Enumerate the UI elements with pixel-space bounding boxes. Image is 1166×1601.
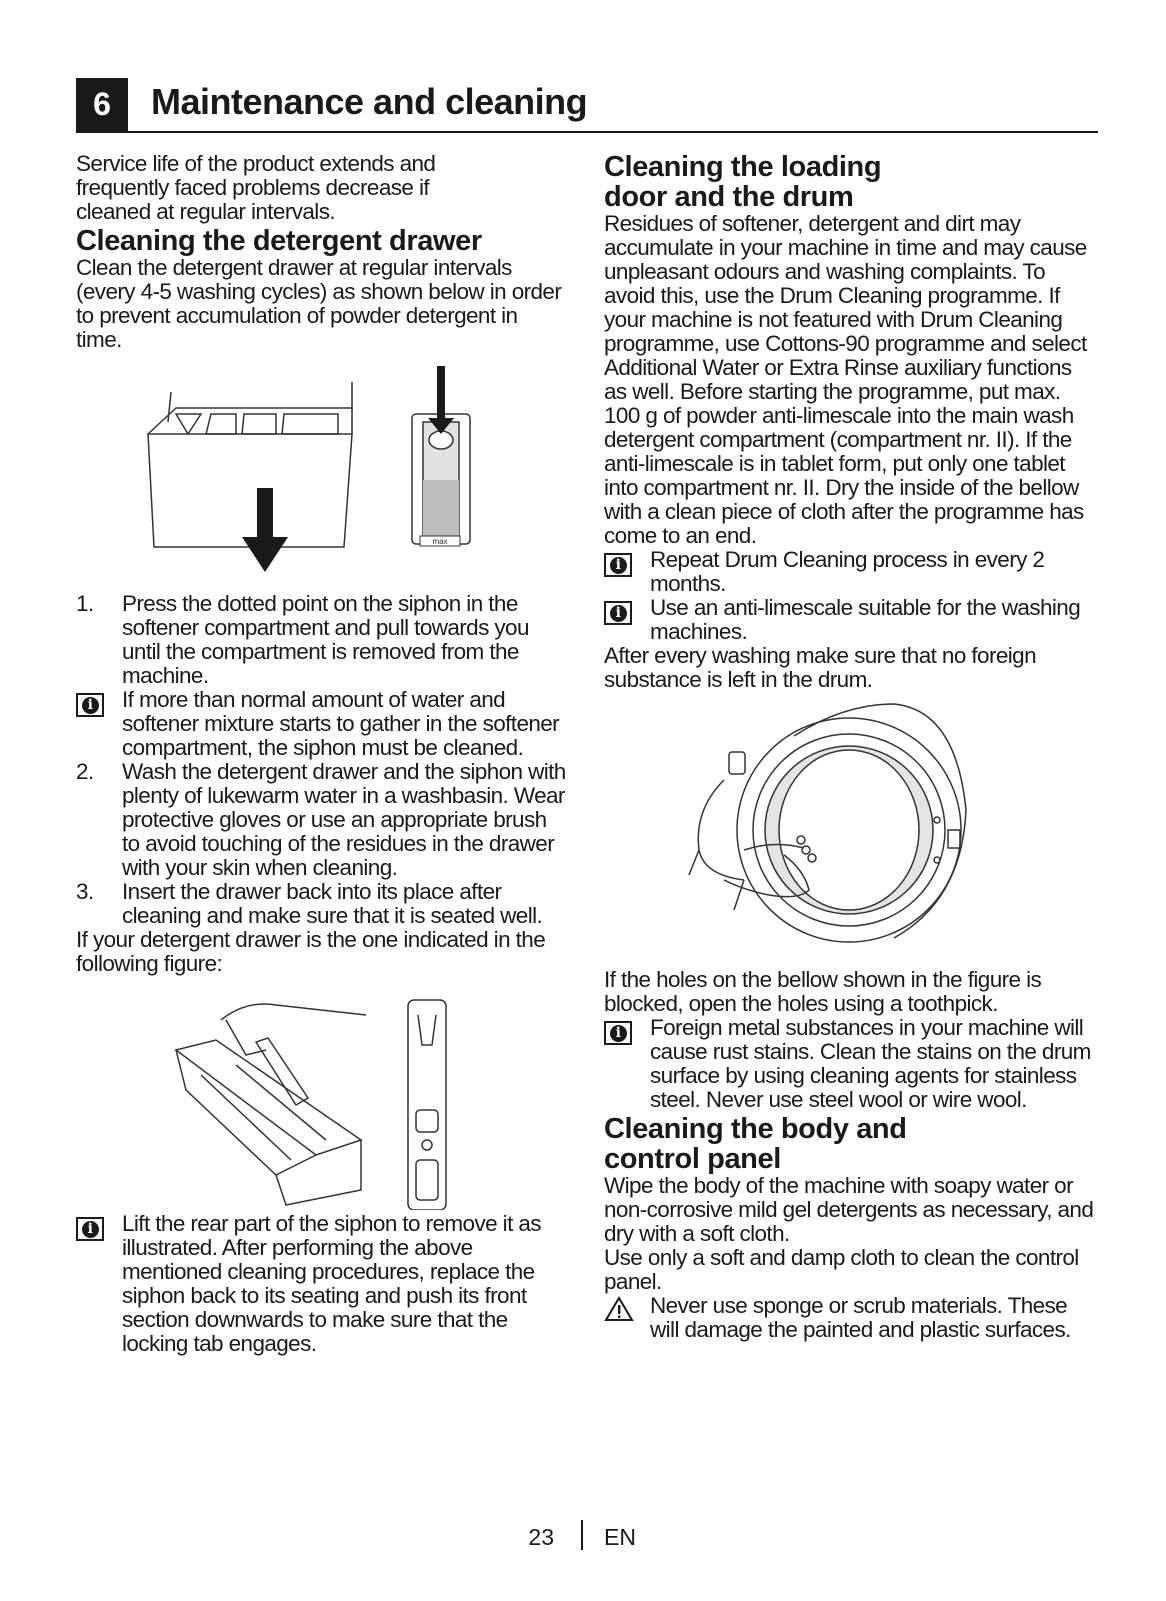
language-code: EN [604, 1524, 636, 1550]
info-note-repeat-text: Repeat Drum Cleaning process in every 2 months. [650, 547, 1045, 596]
info-icon: i [76, 693, 104, 717]
drum-bellow-figure [604, 700, 1098, 960]
step-1-text: Press the dotted point on the siphon in the softener compartment and pull towards you until the compartment is removed from the machine. [122, 591, 529, 688]
warning-note-sponge-text: Never use sponge or scrub materials. These will damage the painted and plastic surfaces. [650, 1293, 1071, 1342]
detergent-drawer-text: Clean the detergent drawer at regular intervals (every 4-5 washing cycles) as shown below in order to prevent accumulation of powder detergent in time. [76, 255, 562, 352]
step-2-text: Wash the detergent drawer and the siphon with plenty of lukewarm water in a washbasin. Wear protective gloves or use an appropriate brush to avoid touching of the residues in the drawer with your skin when cleaning. [122, 759, 566, 880]
footer-divider [581, 1520, 583, 1550]
info-note-siphon [76, 688, 566, 760]
info-note-siphon-text: If more than normal amount of water and softener mixture starts to gather in the softener compartment, the siphon must be cleaned. [122, 687, 560, 760]
info-note-metal [604, 1016, 1098, 1112]
step-3-text: Insert the drawer back into its place after cleaning and make sure that it is seated well. [122, 879, 543, 928]
info-note-lift-siphon [76, 1212, 566, 1356]
info-note-lift-siphon-text: Lift the rear part of the siphon to remove it as illustrated. After performing the above mentioned cleaning procedures, replace the siphon back to its seating and push its front section downwards to make sure that the locking tab engages. [122, 1211, 541, 1356]
warning-note-sponge [604, 1294, 1098, 1342]
chapter-number: 6 [76, 78, 128, 131]
info-icon: i [604, 601, 632, 625]
step-2 [76, 760, 566, 880]
bellow-holes-text: If the holes on the bellow shown in the figure is blocked, open the holes using a toothpick. [604, 967, 1042, 1016]
alt-drawer-figure [76, 980, 566, 1210]
info-icon: i [604, 1021, 632, 1045]
body-panel-heading: Cleaning the body and control panel [604, 1113, 907, 1175]
chapter-header [76, 75, 1098, 133]
info-note-repeat [604, 548, 1098, 596]
info-note-metal-text: Foreign metal substances in your machine will cause rust stains. Clean the stains on the drum surface by using cleaning agents for stainless steel. Never use steel wool or wire wool. [650, 1015, 1091, 1112]
step-1 [76, 592, 566, 688]
drawer-removal-figure [76, 362, 566, 590]
info-icon: i [76, 1217, 104, 1241]
step-1-number: 1. [76, 591, 94, 616]
alt-drawer-text: If your detergent drawer is the one indicated in the following figure: [76, 927, 546, 976]
page-footer [0, 1520, 1166, 1552]
door-drum-heading: Cleaning the loading door and the drum [604, 151, 882, 213]
warning-icon [604, 1296, 634, 1322]
body-cleaning-text: Wipe the body of the machine with soapy water or non-corrosive mild gel detergents as necessary, and dry with a soft cloth. [604, 1173, 1094, 1246]
info-note-limescale-text: Use an anti-limescale suitable for the washing machines. [650, 595, 1081, 644]
step-3-number: 3. [76, 879, 94, 904]
page-number: 23 [528, 1524, 554, 1550]
right-column [604, 152, 1098, 1342]
intro-text: Service life of the product extends and frequently faced problems decrease if cleaned at regular intervals. [76, 151, 436, 224]
foreign-substance-text: After every washing make sure that no foreign substance is left in the drum. [604, 643, 1036, 692]
step-2-number: 2. [76, 759, 94, 784]
step-3 [76, 880, 566, 928]
control-panel-text: Use only a soft and damp cloth to clean the control panel. [604, 1245, 1079, 1294]
door-drum-text: Residues of softener, detergent and dirt may accumulate in your machine in time and may cause unpleasant odours and washing complaints. To avoid this, use the Drum Cleaning programme. If your machine is not featured with Drum Cleaning programme, use Cottons-90 programme and select Additional Water or Extra Rinse auxiliary functions as well. Before starting the programme, put max. 100 g of powder anti-limescale into the main wash detergent compartment (compartment nr. II). If the anti-limescale is in tablet form, put only one tablet into compartment nr. II. Dry the inside of the bellow with a clean piece of cloth after the programme has come to an end. [604, 211, 1087, 548]
info-icon: i [604, 553, 632, 577]
max-label: max [432, 537, 448, 546]
left-column [76, 152, 566, 1356]
chapter-title: Maintenance and cleaning [151, 81, 588, 122]
detergent-drawer-heading: Cleaning the detergent drawer [76, 225, 482, 257]
info-note-limescale [604, 596, 1098, 644]
